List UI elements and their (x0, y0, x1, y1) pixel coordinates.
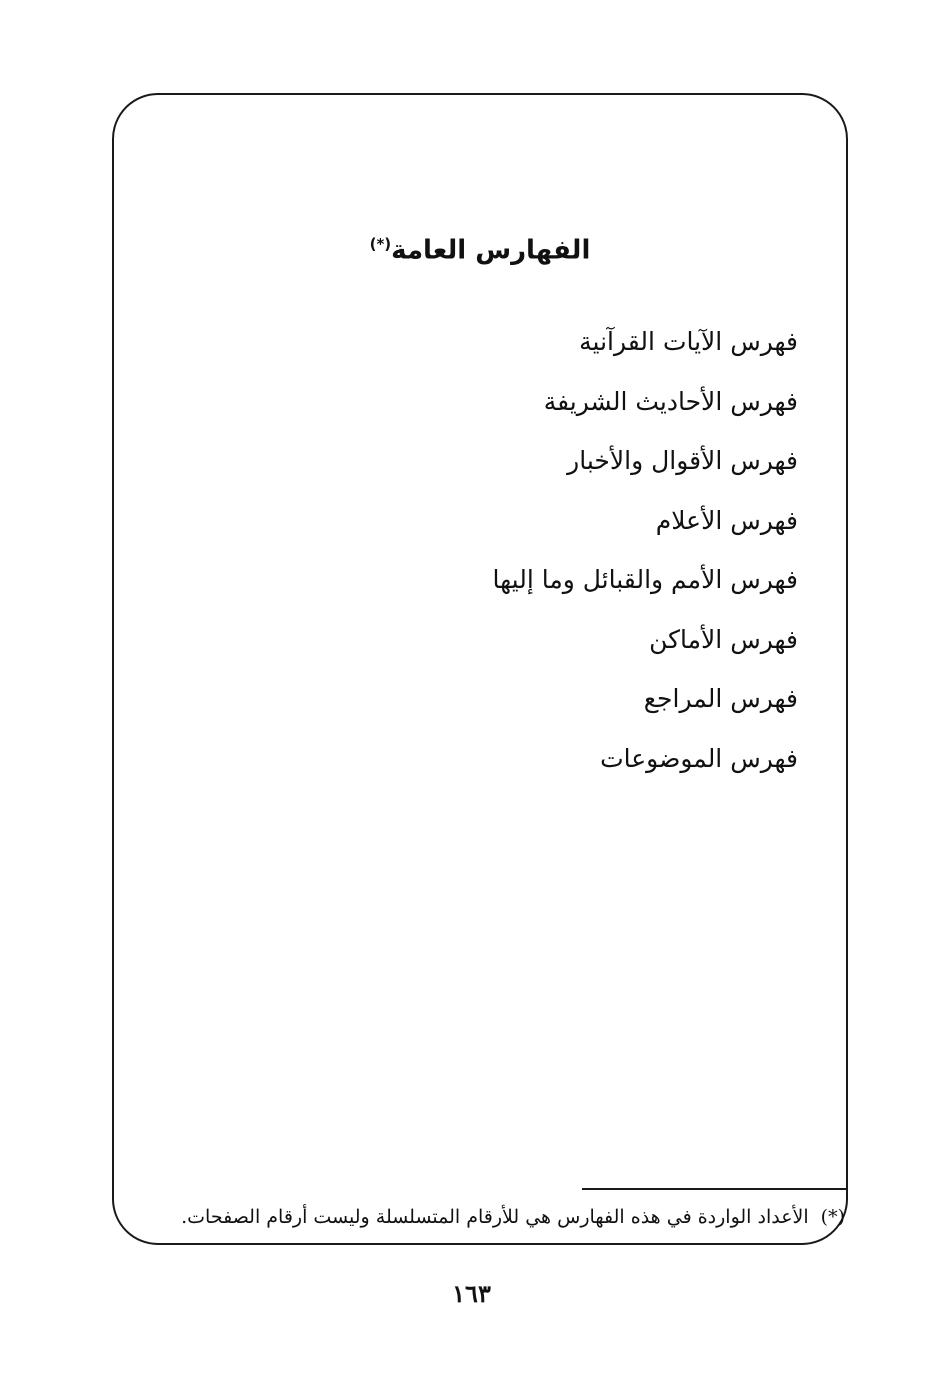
footnote-text: الأعداد الواردة في هذه الفهارس هي للأرقام المتسلسلة وليست أرقام الصفحات. (181, 1206, 809, 1228)
list-item: فهرس الأماكن (649, 624, 798, 654)
list-item: فهرس الآيات القرآنية (579, 327, 798, 356)
list-item: فهرس الأحاديث الشريفة (543, 386, 798, 416)
footnote-marker: (*) (820, 1206, 845, 1228)
list-item: فهرس الأعلام (655, 505, 798, 535)
list-item: فهرس الأقوال والأخبار (567, 446, 798, 475)
list-item: فهرس الموضوعات (600, 743, 798, 773)
page-title-text: الفهارس العامة (391, 235, 591, 266)
index-list (493, 316, 798, 792)
page-number: ١٦٣ (452, 1279, 491, 1308)
page-title (112, 222, 848, 273)
title-footnote-marker: (*) (369, 235, 392, 253)
list-item: فهرس الأمم والقبائل وما إليها (492, 565, 798, 594)
footnote (181, 1201, 845, 1233)
list-item: فهرس المراجع (643, 684, 798, 713)
footnote-divider (582, 1188, 848, 1190)
